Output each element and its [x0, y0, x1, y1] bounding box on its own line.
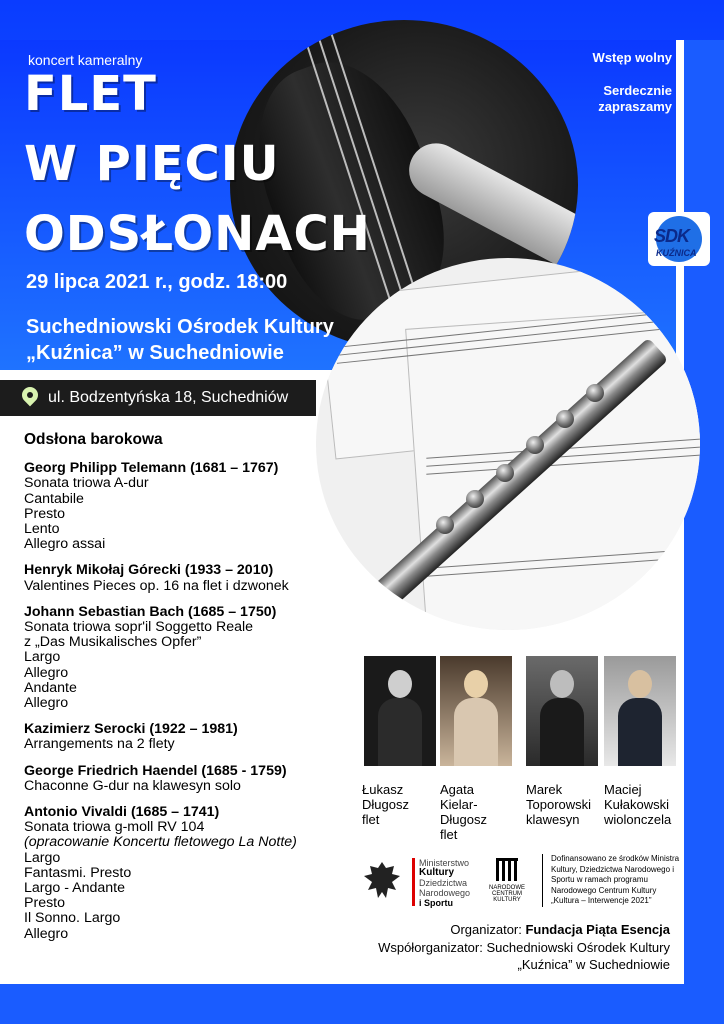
piece-line: Allegro assai [24, 536, 106, 553]
piece-line: Cantabile [24, 490, 84, 507]
musician-head [628, 670, 652, 698]
piece-line: Chaconne G-dur na klawesyn solo [24, 777, 241, 794]
program-piece [24, 563, 364, 593]
piece-line: Sonata triowa sopr'il Soggetto Reale [24, 619, 254, 636]
musician-caption-3 [526, 782, 591, 827]
piece-line: Presto [24, 895, 66, 912]
logo-sub-text: KUŹNICA [656, 248, 697, 258]
organizer-line [450, 922, 670, 938]
program-piece [24, 805, 364, 942]
ministry-line: Kultury [419, 867, 454, 878]
musician-caption-1 [362, 782, 409, 827]
nck-line: CENTRUM [492, 891, 522, 897]
address-bar [0, 380, 316, 416]
ministry-line: Ministerstwo [419, 858, 470, 868]
piece-line: Fantasmi. Presto [24, 864, 132, 881]
invite-line-2: zapraszamy [598, 99, 672, 114]
address-text: ul. Bodzentyńska 18, Suchedniów [48, 389, 289, 406]
flute-key [526, 436, 544, 454]
musician-name-line: Agata [440, 782, 474, 797]
title-line-3: ODSŁONACH [24, 206, 371, 262]
nck-line: NARODOWE [489, 885, 525, 891]
venue-line-2: „Kuźnica” w Suchedniowie [26, 342, 284, 364]
piece-line: Largo [24, 649, 61, 666]
musician-head [464, 670, 488, 698]
piece-line: Andante [24, 679, 77, 696]
musician-head [388, 670, 412, 698]
flute-key [436, 516, 454, 534]
title-line-1: FLET [24, 66, 157, 122]
musician-body [454, 698, 498, 766]
musician-name-line: Toporowski [526, 797, 592, 812]
composer: Johann Sebastian Bach (1685 – 1750) [24, 603, 277, 620]
composer: Henryk Mikołaj Górecki (1933 – 2010) [24, 562, 274, 579]
musician-body [540, 698, 584, 766]
event-date: 29 lipca 2021 r., godz. 18:00 [26, 271, 288, 293]
musician-photo-4 [604, 656, 676, 766]
ministry-line: Dziedzictwa [419, 878, 468, 888]
nck-castle-icon [496, 858, 518, 881]
ministry-line: Narodowego [419, 888, 471, 898]
bottom-strip [0, 984, 724, 1024]
eagle-emblem-icon [362, 858, 402, 906]
piece-line: Il Sonno. Largo [24, 910, 121, 927]
program-piece [24, 605, 364, 711]
musician-instrument: flet [440, 827, 458, 842]
musician-head [550, 670, 574, 698]
piece-line: z „Das Musikalisches Opfer” [24, 634, 202, 651]
invite-line-1: Serdecznie [603, 83, 672, 98]
section-title: Odsłona barokowa [24, 431, 163, 448]
composer: George Friedrich Haendel (1685 - 1759) [24, 762, 287, 779]
musician-photo-2 [440, 656, 512, 766]
co-organizer-line-2: „Kuźnica” w Suchedniowie [517, 957, 670, 972]
piece-line: Valentines Pieces op. 16 na flet i dzwonek [24, 577, 289, 594]
musician-body [378, 698, 422, 766]
piece-line: Allegro [24, 695, 69, 712]
flute-key [586, 384, 604, 402]
piece-line: Largo - Andante [24, 880, 125, 897]
musician-body [618, 698, 662, 766]
piece-line: Sonata triowa g-moll RV 104 [24, 819, 205, 836]
piece-line: Allegro [24, 664, 69, 681]
co-organizer-line-1: Współorganizator: Suchedniowski Ośrodek Kultury [378, 940, 670, 955]
flute-key [466, 490, 484, 508]
musician-name-line: Kułakowski [604, 797, 670, 812]
composer: Georg Philipp Telemann (1681 – 1767) [24, 460, 279, 477]
sdk-logo [648, 212, 710, 266]
musician-name-line: Łukasz [362, 782, 404, 797]
piece-line: Largo [24, 849, 61, 866]
musician-name-line: Kielar- [440, 797, 478, 812]
musician-name-line: Maciej [604, 782, 642, 797]
musician-photo-3 [526, 656, 598, 766]
musician-instrument: flet [362, 812, 380, 827]
funding-note: Dofinansowano ze środków Ministra Kultury, Dziedzictwa Narodowego i Sportu w ramach programu Narodowego Centrum Kultury „Kultura – Interwencje 2021” [542, 854, 681, 907]
musician-photo-1 [364, 656, 436, 766]
nck-line: KULTURY [493, 897, 521, 903]
flute-key [496, 464, 514, 482]
event-type: koncert kameralny [28, 52, 143, 68]
location-pin-icon [19, 384, 42, 407]
composer: Antonio Vivaldi (1685 – 1741) [24, 804, 220, 821]
piece-note: (opracowanie Koncertu fletowego La Notte) [24, 834, 297, 851]
program-piece [24, 722, 364, 752]
musician-instrument: wiolonczela [604, 812, 672, 827]
flute-photo [316, 258, 700, 630]
ministry-logo [412, 858, 483, 906]
flute-key [556, 410, 574, 428]
organizer-name: Fundacja Piąta Esencja [525, 922, 670, 937]
musician-name-line: Długosz [362, 797, 409, 812]
musician-name-line: Długosz [440, 812, 487, 827]
venue-line-1: Suchedniowski Ośrodek Kultury [26, 316, 334, 338]
piece-line: Allegro [24, 925, 69, 942]
musician-instrument: klawesyn [526, 812, 580, 827]
piece-line: Presto [24, 505, 66, 522]
piece-line: Arrangements na 2 flety [24, 736, 175, 753]
piece-line: Sonata triowa A-dur [24, 475, 149, 492]
program-piece [24, 764, 364, 794]
logo-main-text: SDK [654, 226, 690, 246]
program-piece [24, 461, 364, 552]
musician-caption-2 [440, 782, 487, 842]
piece-line: Lento [24, 521, 60, 538]
nck-logo [486, 858, 528, 908]
entry-note: Wstęp wolny [592, 50, 672, 65]
musician-name-line: Marek [526, 782, 563, 797]
organizer-label: Organizator: [450, 922, 526, 937]
composer: Kazimierz Serocki (1922 – 1981) [24, 721, 238, 738]
ministry-line: i Sportu [419, 898, 453, 908]
title-line-2: W PIĘCIU [24, 136, 280, 192]
musician-caption-4 [604, 782, 671, 827]
program-list [24, 432, 364, 953]
